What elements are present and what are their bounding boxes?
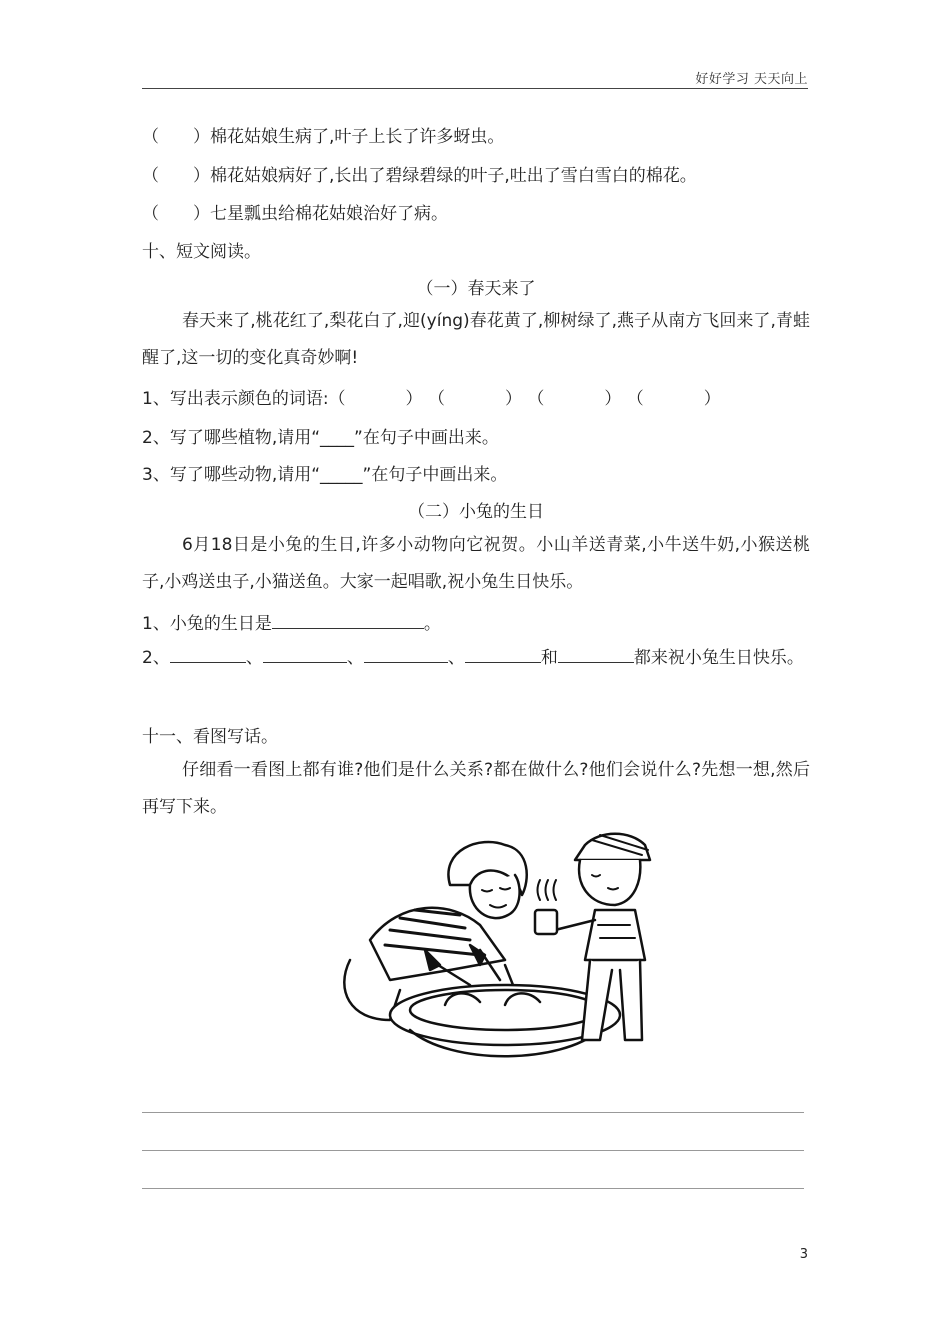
illustration-mother-and-child — [330, 830, 680, 1070]
header-rule — [142, 88, 808, 89]
answer-blank[interactable] — [465, 645, 541, 663]
paren-close: ） — [405, 389, 423, 409]
q1-label: 1、写出表示颜色的词语: — [142, 389, 329, 409]
paren-close: ） — [604, 389, 622, 409]
paren-close: ） — [703, 389, 721, 409]
paren-open: （ — [427, 389, 445, 409]
part1-title: （一）春天来了 — [416, 279, 536, 299]
order-item-1 — [142, 122, 504, 147]
answer-blank[interactable] — [558, 645, 634, 663]
paren-open: （ — [328, 389, 346, 409]
writing-line-3[interactable] — [142, 1188, 804, 1189]
page-number: 3 — [799, 1247, 808, 1262]
part1-passage: 春天来了,桃花红了,梨花白了,迎(yíng)春花黄了,柳树绿了,燕子从南方飞回来了,青蛙醒了,这一切的变化真奇妙啊! — [142, 311, 810, 368]
paren-open: （ — [626, 389, 644, 409]
section-10-heading: 十、短文阅读。 — [142, 242, 261, 262]
part2-passage: 6月18日是小兔的生日,许多小动物向它祝贺。小山羊送青菜,小牛送牛奶,小猴送桃子,小鸡送虫子,小猫送鱼。大家一起唱歌,祝小兔生日快乐。 — [142, 535, 810, 592]
section-11-instructions: 仔细看一看图上都有谁?他们是什么关系?都在做什么?他们会说什么?先想一想,然后再写下来。 — [142, 760, 810, 817]
section-11-heading: 十一、看图写话。 — [142, 727, 278, 747]
answer-blank[interactable] — [263, 645, 347, 663]
part1-q3: 3、写了哪些动物,请用“_____”在句子中画出来。 — [142, 465, 508, 485]
part1-q2: 2、写了哪些植物,请用“____”在句子中画出来。 — [142, 428, 499, 448]
paren-open: （ — [527, 389, 545, 409]
order-item-2 — [142, 161, 697, 186]
order-item-3 — [142, 199, 448, 224]
order-paren: （ ） — [142, 127, 210, 147]
part2-q2: 2、 、 、 、 和 都来祝小兔生日快乐。 — [142, 640, 810, 677]
part2-q1: 1、小兔的生日是 。 — [142, 609, 441, 634]
answer-blank[interactable] — [272, 611, 424, 629]
writing-line-2[interactable] — [142, 1150, 804, 1151]
answer-blank[interactable] — [364, 645, 448, 663]
order-text: 棉花姑娘生病了,叶子上长了许多蚜虫。 — [210, 127, 505, 147]
order-paren: （ ） — [142, 166, 210, 186]
order-paren: （ ） — [142, 204, 210, 224]
paren-close: ） — [504, 389, 522, 409]
order-text: 七星瓢虫给棉花姑娘治好了病。 — [210, 204, 448, 224]
answer-blank[interactable] — [170, 645, 246, 663]
underline-mark: ____ — [320, 428, 355, 448]
header-text: 好好学习 天天向上 — [695, 72, 808, 87]
part1-q1 — [142, 384, 721, 409]
part2-title: （二）小兔的生日 — [408, 502, 544, 522]
underline-mark: _____ — [320, 465, 363, 485]
order-text: 棉花姑娘病好了,长出了碧绿碧绿的叶子,吐出了雪白雪白的棉花。 — [210, 166, 697, 186]
writing-line-1[interactable] — [142, 1112, 804, 1113]
